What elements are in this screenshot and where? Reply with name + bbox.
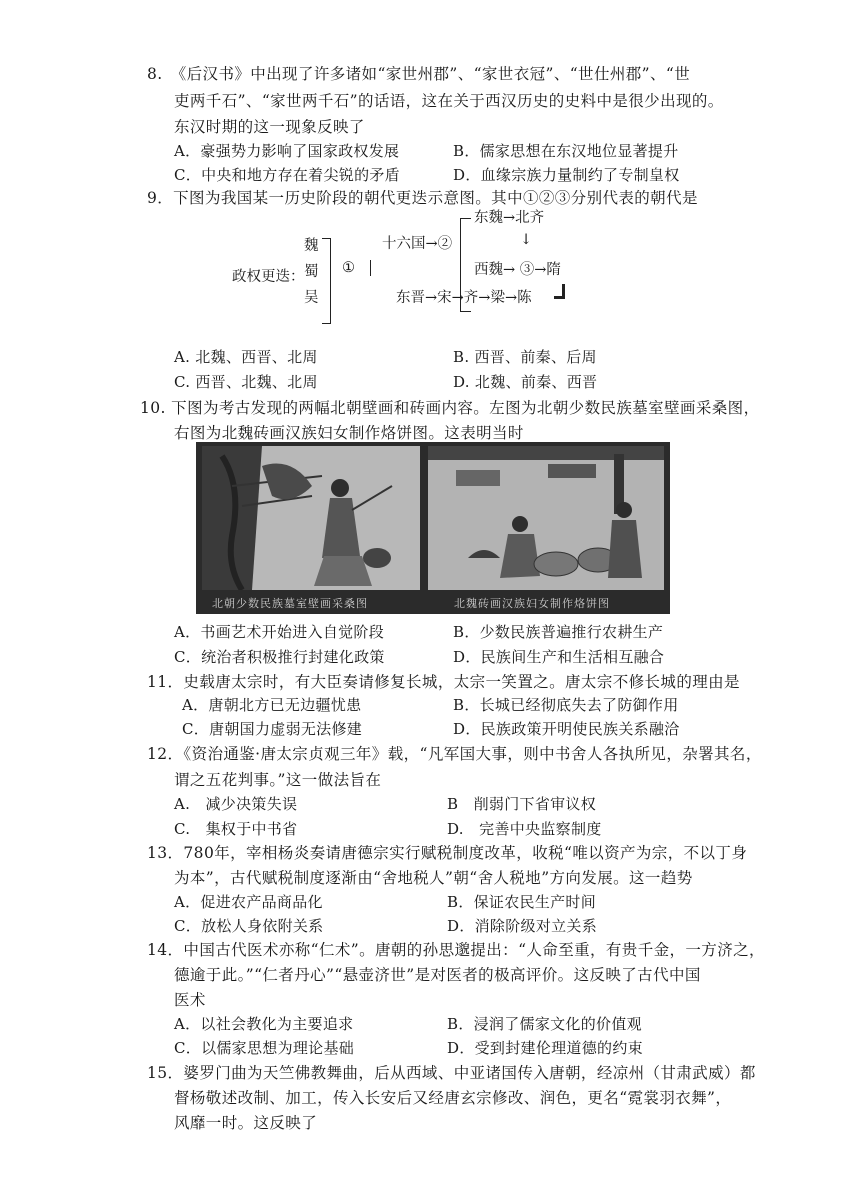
diagram-east-wei: 东魏→北齐 <box>474 210 545 226</box>
q11-stem-line1: 11．史载唐太宗时，有大臣奏请修复长城，太宗一笑置之。唐太宗不修长城的理由是 <box>147 673 740 691</box>
q14-stem-line2: 德逾于此。”“仁者丹心”“悬壶济世”是对医者的极高评价。这反映了古代中国 <box>174 966 701 984</box>
diagram-circle-1: ① <box>342 260 355 276</box>
q13-option-a: A．促进农产品商品化 <box>174 893 323 911</box>
q13-option-b: B．保证农民生产时间 <box>447 893 597 911</box>
q12-option-d: D. 完善中央监察制度 <box>447 820 602 838</box>
q8-option-d: D．血缘宗族力量制约了专制皇权 <box>453 166 680 184</box>
q14-option-a: A．以社会教化为主要追求 <box>174 1015 354 1033</box>
q10-option-a: A．书画艺术开始进入自觉阶段 <box>174 623 385 641</box>
q13-option-d: D．消除阶级对立关系 <box>447 917 598 935</box>
q12-stem-line2: 谓之五花判事。”这一做法旨在 <box>174 771 382 789</box>
q13-stem-line2: 为本”，古代赋税制度逐渐由“舍地税人”朝“舍人税地”方向发展。这一趋势 <box>174 869 693 887</box>
q15-stem-line2: 督杨敬述改制、加工，传入长安后又经唐玄宗修改、润色，更名“霓裳羽衣舞”， <box>174 1089 732 1107</box>
caption-right: 北魏砖画汉族妇女制作烙饼图 <box>454 597 610 610</box>
q9-option-b: B. 西晋、前秦、后周 <box>453 348 597 366</box>
q10-option-b: B．少数民族普遍推行农耕生产 <box>453 623 664 641</box>
q11-option-d: D．民族政策开明使民族关系融洽 <box>453 720 680 738</box>
diagram-tick <box>370 260 371 276</box>
q13-option-c: C．放松人身依附关系 <box>174 917 324 935</box>
q8-option-c: C．中央和地方存在着尖锐的矛盾 <box>174 166 400 184</box>
q10-option-d: D．民族间生产和生活相互融合 <box>453 648 665 666</box>
image-caption-bar <box>196 592 670 614</box>
q9-stem-line1: 9．下图为我国某一历史阶段的朝代更迭示意图。其中①②③分别代表的朝代是 <box>147 189 698 207</box>
diagram-south-line: 东晋→宋→齐→梁→陈 <box>396 290 532 306</box>
q8-stem-line3: 东汉时期的这一现象反映了 <box>174 118 365 136</box>
q10-option-c: C．统治者积极推行封建化政策 <box>174 648 385 666</box>
q12-stem-line1: 12．《资治通鉴·唐太宗贞观三年》载，“凡军国大事，则中书舍人各执所见，杂署其名， <box>147 745 762 763</box>
q8-option-a: A．豪强势力影响了国家政权发展 <box>174 142 400 160</box>
mural-images <box>196 442 670 614</box>
q10-stem-line1: 10. 下图为考古发现的两幅北朝壁画和砖画内容。左图为北朝少数民族墓室壁画采桑图， <box>140 399 760 417</box>
q14-option-b: B．浸润了儒家文化的价值观 <box>447 1015 642 1033</box>
q10-stem-line2: 右图为北魏砖画汉族妇女制作烙饼图。这表明当时 <box>174 424 524 442</box>
pancake-brick-image <box>428 446 664 590</box>
q14-stem-line1: 14．中国古代医术亦称“仁术”。唐朝的孙思邈提出：“人命至重，有贵千金，一方济之， <box>147 941 765 959</box>
diagram-sixteen-kingdoms: 十六国→② <box>382 236 453 252</box>
diagram-wu: 吴 <box>304 290 319 306</box>
q11-option-c: C．唐朝国力虚弱无法修建 <box>182 720 363 738</box>
q15-stem-line1: 15．婆罗门曲为天竺佛教舞曲，后从西域、中亚诸国传入唐朝，经凉州（甘肃武威）都 <box>147 1064 756 1082</box>
diagram-shu: 蜀 <box>304 264 319 280</box>
q14-option-d: D．受到封建伦理道德的约束 <box>447 1039 643 1057</box>
q11-option-a: A．唐朝北方已无边疆忧患 <box>182 696 362 714</box>
diagram-bracket-three-kingdoms <box>322 238 331 324</box>
q8-stem-line2: 吏两千石”、“家世两千石”的话语，这在关于西汉历史的史料中是很少出现的。 <box>174 92 724 110</box>
diagram-label: 政权更迭： <box>232 269 305 285</box>
q12-option-a: A. 减少决策失误 <box>174 795 298 813</box>
q14-stem-line3: 医术 <box>174 991 206 1009</box>
q9-option-d: D. 北魏、前秦、西晋 <box>453 373 598 391</box>
caption-left: 北朝少数民族墓室壁画采桑图 <box>212 597 368 610</box>
q15-stem-line3: 风靡一时。这反映了 <box>174 1114 318 1132</box>
q8-stem-line1: 8. 《后汉书》中出现了许多诸如“家世州郡”、“家世衣冠”、“世仕州郡”、“世 <box>147 65 691 83</box>
q8-option-b: B．儒家思想在东汉地位显著提升 <box>453 142 679 160</box>
q11-option-b: B．长城已经彻底失去了防御作用 <box>453 696 679 714</box>
q12-option-c: C. 集权于中书省 <box>174 820 298 838</box>
mulberry-mural-image <box>202 446 420 590</box>
diagram-wei: 魏 <box>304 238 319 254</box>
q14-option-c: C．以儒家思想为理论基础 <box>174 1039 355 1057</box>
diagram-down-arrow: ↓ <box>520 232 533 248</box>
diagram-corner-mark <box>554 284 565 299</box>
diagram-west-wei: 西魏→ ③→隋 <box>474 262 561 278</box>
q9-option-a: A. 北魏、西晋、北周 <box>174 348 318 366</box>
q13-stem-line1: 13．780年，宰相杨炎奏请唐德宗实行赋税制度改革，收税“唯以资产为宗，不以丁身 <box>147 844 748 862</box>
dynasty-succession-diagram <box>220 200 660 330</box>
q12-option-b: B 削弱门下省审议权 <box>447 795 597 813</box>
q9-option-c: C. 西晋、北魏、北周 <box>174 373 318 391</box>
